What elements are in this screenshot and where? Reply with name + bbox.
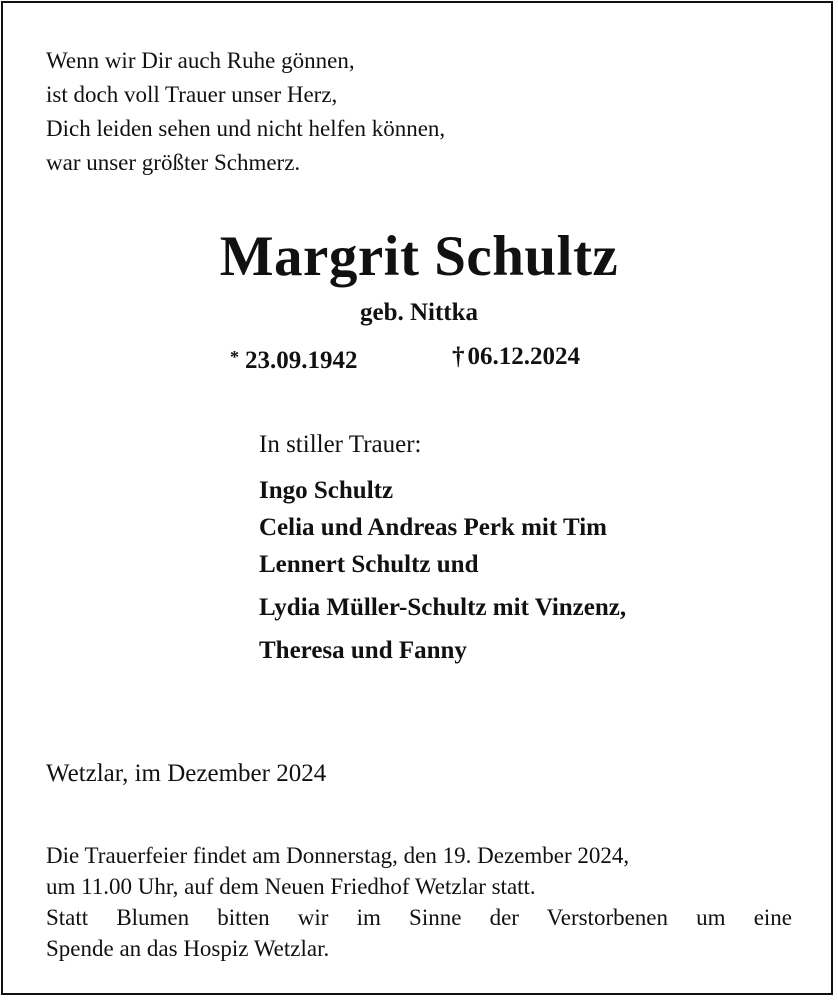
mourner-line: Theresa und Fanny bbox=[259, 637, 467, 664]
place-date: Wetzlar, im Dezember 2024 bbox=[46, 760, 327, 787]
poem bbox=[46, 44, 445, 180]
notice-line: Spende an das Hospiz Wetzlar. bbox=[46, 936, 330, 961]
notice-line: Die Trauerfeier findet am Donnerstag, den 19. Dezember 2024, bbox=[46, 843, 630, 868]
birth-date-line bbox=[230, 340, 358, 378]
death-date-line bbox=[452, 340, 580, 374]
deceased-name: Margrit Schultz bbox=[219, 225, 619, 288]
poem-line: Wenn wir Dir auch Ruhe gönnen, bbox=[46, 48, 355, 73]
maiden-name: geb. Nittka bbox=[359, 299, 479, 326]
funeral-notice bbox=[46, 840, 792, 964]
mourner-line: Lydia Müller-Schultz mit Vinzenz, bbox=[259, 594, 627, 621]
mourner-line: Celia und Andreas Perk mit Tim bbox=[259, 514, 607, 541]
mourning-intro: In stiller Trauer: bbox=[259, 431, 422, 458]
mourners-list bbox=[259, 472, 626, 669]
notice-line: Statt Blumen bitten wir im Sinne der Verstorbenen um eine bbox=[46, 905, 792, 930]
mourner-line: Ingo Schultz bbox=[259, 477, 394, 504]
birth-date: 23.09.1942 bbox=[245, 347, 358, 374]
notice-line: um 11.00 Uhr, auf dem Neuen Friedhof Wetzlar statt. bbox=[46, 874, 536, 899]
mourner-line: Lennert Schultz und bbox=[259, 551, 479, 578]
poem-line: Dich leiden sehen und nicht helfen können, bbox=[46, 116, 446, 141]
death-cross-symbol: † bbox=[452, 343, 465, 370]
death-date: 06.12.2024 bbox=[467, 343, 580, 370]
poem-line: war unser größter Schmerz. bbox=[46, 150, 301, 175]
poem-line: ist doch voll Trauer unser Herz, bbox=[46, 82, 338, 107]
birth-symbol: * bbox=[230, 347, 239, 367]
